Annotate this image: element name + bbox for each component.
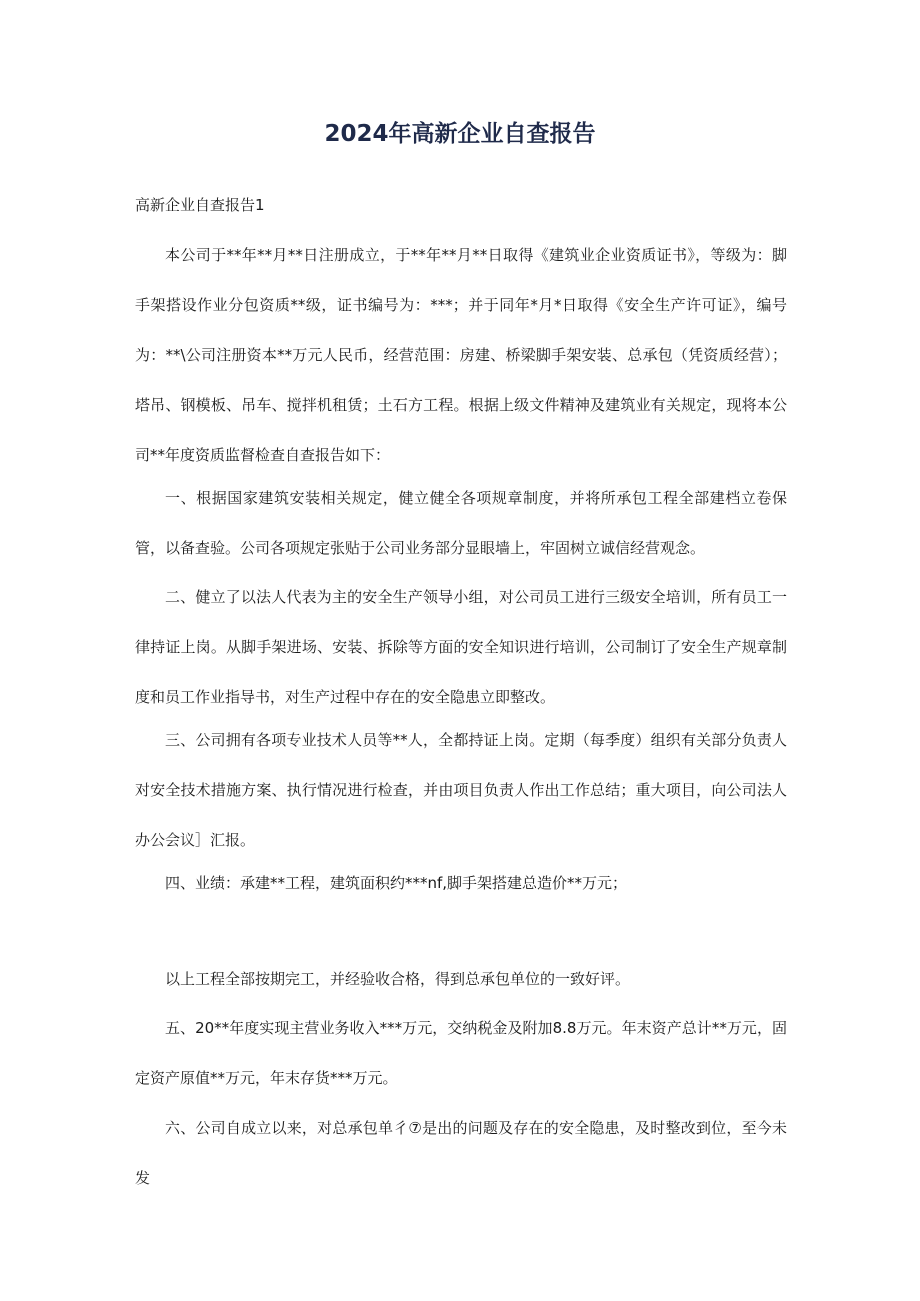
paragraph-item-1: 一、根据国家建筑安装相关规定，健立健全各项规章制度，并将所承包工程全部建档立卷保管，以备查验。公司各项规定张贴于公司业务部分显眼墙上，牢固树立诚信经营观念。 [135,489,787,557]
paragraph-item-6: 六、公司自成立以来，对总承包单彳⑦是出的问题及存在的安全隐患，及时整改到位，至今未发 [135,1119,787,1187]
paragraph-item-2: 二、健立了以法人代表为主的安全生产领导小组，对公司员工进行三级安全培训，所有员工一律持证上岗。从脚手架进场、安装、拆除等方面的安全知识进行培训，公司制订了安全生产规章制度和员工作业指导书，对生产过程中存在的安全隐患立即整改。 [135,588,787,706]
paragraph-item-5: 五、20**年度实现主营业务收入***万元，交纳税金及附加8.8万元。年末资产总计**万元，固定资产原值**万元，年末存货***万元。 [135,1019,787,1087]
paragraph-item-3: 三、公司拥有各项专业技术人员等**人，全都持证上岗。定期（每季度）组织有关部分负责人对安全技术措施方案、执行情况进行检查，并由项目负责人作出工作总结；重大项目，向公司法人办公会议］汇报。 [135,731,787,849]
paragraph-item-4-followup: 以上工程全部按期完工，并经验收合格，得到总承包单位的一致好评。 [165,970,631,988]
paragraph-item-4: 四、业绩：承建**工程，建筑面积约***nf,脚手架搭建总造价**万元； [165,874,628,892]
paragraph-intro: 本公司于**年**月**日注册成立，于**年**月**日取得《建筑业企业资质证书》，等级为：脚手架搭设作业分包资质**级，证书编号为：***；并于同年*月*日取得《安全生产许可证》，编号为：**\公司注册资本**万元人民币，经营范围：房建、桥梁脚手架安装、总承包（凭资质经营）；塔吊、钢模板、吊车、搅拌机租赁；土石方工程。根据上级文件精神及建筑业有关规定，现将本公司**年度资质监督检查自查报告如下： [135,246,787,464]
section-subtitle: 高新企业自查报告1 [135,196,265,214]
document-title: 2024年高新企业自查报告 [324,121,596,147]
